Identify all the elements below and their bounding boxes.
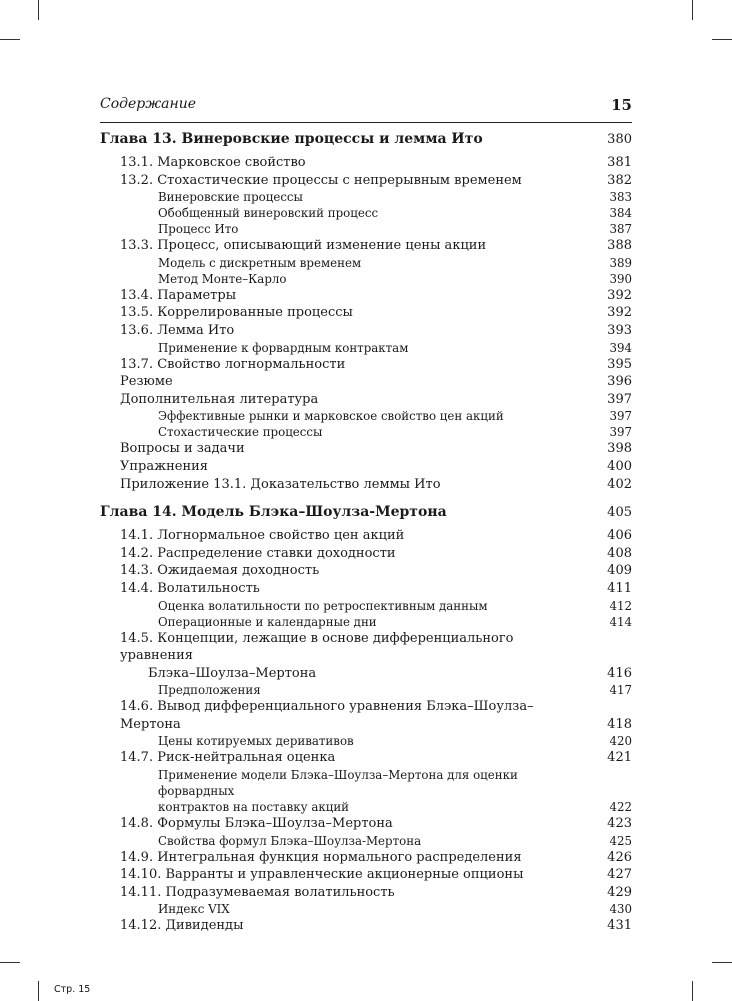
toc-entry-title: 14.10. Варранты и управленческие акционерные опционы bbox=[120, 867, 524, 883]
toc-entry-page: 392 bbox=[607, 305, 632, 321]
toc-entry-page: 390 bbox=[609, 271, 632, 286]
toc-entry-page: 383 bbox=[609, 190, 632, 205]
toc-subsection-entry bbox=[100, 767, 632, 799]
toc-entry-page: 418 bbox=[607, 716, 632, 732]
toc-entry-title: 14.8. Формулы Блэка–Шоулза–Мертона bbox=[120, 816, 393, 832]
toc-entry-page: 431 bbox=[607, 918, 632, 934]
toc-section-entry bbox=[100, 391, 632, 409]
toc-subsection-entry bbox=[100, 255, 632, 271]
toc-entry-page: 422 bbox=[609, 800, 632, 815]
toc-entry-title: 14.7. Риск-нейтральная оценка bbox=[120, 750, 336, 766]
toc-entry-page: 430 bbox=[609, 902, 632, 917]
header-rule bbox=[100, 122, 632, 123]
toc-entry-title: 14.5. Концепции, лежащие в основе дифференциального уравнения bbox=[120, 630, 514, 664]
toc-entry-page: 381 bbox=[607, 155, 632, 170]
toc-entry-title: Модель с дискретным временем bbox=[158, 255, 362, 270]
toc-entry-title: 14.2. Распределение ставки доходности bbox=[120, 545, 396, 561]
toc-entry-page: 406 bbox=[607, 528, 632, 544]
toc-section-entry bbox=[100, 580, 632, 598]
toc-subsection-entry bbox=[100, 271, 632, 287]
toc-section-entry bbox=[100, 866, 632, 884]
crop-mark-bottom-left-horizontal bbox=[0, 962, 20, 963]
toc-entry-title: Глава 14. Модель Блэка–Шоулза-Мертона bbox=[100, 504, 447, 521]
footer-page-label: Стр. 15 bbox=[54, 984, 91, 995]
toc-entry-title: 13.7. Свойство логнормальности bbox=[120, 356, 346, 372]
toc-entry-page: 402 bbox=[607, 476, 632, 492]
crop-mark-top-right-horizontal bbox=[712, 39, 732, 40]
toc-entry-title: Винеровские процессы bbox=[158, 190, 303, 205]
toc-entry-title: Применение к форвардным контрактам bbox=[158, 340, 409, 355]
toc-entry-title: Обобщенный винеровский процесс bbox=[158, 206, 379, 221]
toc-section-entry bbox=[100, 884, 632, 902]
toc-entry-title: Процесс Ито bbox=[158, 222, 239, 237]
toc-entry-page: 412 bbox=[609, 598, 632, 613]
toc-entry-page: 408 bbox=[607, 545, 632, 561]
toc-entry-title: Эффективные рынки и марковское свойство цен акций bbox=[158, 409, 504, 424]
toc-entry-title: Операционные и календарные дни bbox=[158, 614, 377, 629]
toc-subsection-entry bbox=[100, 340, 632, 356]
toc-entry-page: 397 bbox=[607, 391, 632, 407]
toc-section-entry bbox=[100, 440, 632, 458]
toc-entry-page: 411 bbox=[607, 580, 632, 596]
toc-entry-page: 429 bbox=[607, 884, 632, 900]
toc-entry-title: Свойства формул Блэка–Шоулза-Мертона bbox=[158, 833, 422, 848]
toc-entry-page: 394 bbox=[609, 340, 632, 355]
toc-entry-title: Блэка–Шоулза–Мертона bbox=[148, 665, 317, 681]
toc-entry-title: Применение модели Блэка–Шоулза–Мертона для оценки форвардных bbox=[158, 768, 518, 799]
toc-entry-title: Упражнения bbox=[120, 458, 208, 474]
toc-entry-page: 397 bbox=[609, 409, 632, 424]
crop-mark-bottom-right-horizontal bbox=[712, 962, 732, 963]
toc-entry-page: 420 bbox=[609, 734, 632, 749]
toc-entry-page: 389 bbox=[609, 255, 632, 270]
crop-mark-top-right-vertical bbox=[692, 0, 693, 20]
toc-chapter-entry bbox=[100, 503, 632, 522]
toc-entry-page: 396 bbox=[607, 374, 632, 390]
toc-entry-page: 400 bbox=[607, 458, 632, 474]
toc-entry-page: 414 bbox=[609, 614, 632, 629]
toc-subsection-entry bbox=[100, 408, 632, 424]
toc-entry-title: Оценка волатильности по ретроспективным данным bbox=[158, 598, 488, 613]
toc-chapter-entry bbox=[100, 130, 632, 149]
toc-section-entry bbox=[100, 917, 632, 935]
toc-subsection-entry bbox=[100, 799, 632, 815]
toc-entry-page: 423 bbox=[607, 816, 632, 832]
toc-entry-page: 395 bbox=[607, 356, 632, 372]
toc-section-entry bbox=[100, 545, 632, 563]
toc-subsection-entry bbox=[100, 205, 632, 221]
toc-subsection-entry bbox=[100, 733, 632, 749]
toc-entry-title: 14.1. Логнормальное свойство цен акций bbox=[120, 528, 405, 544]
toc-section-entry bbox=[100, 665, 632, 683]
toc-entry-page: 380 bbox=[607, 132, 632, 147]
toc-subsection-entry bbox=[100, 598, 632, 614]
toc-entry-page: 397 bbox=[609, 425, 632, 440]
toc-entry-page: 421 bbox=[607, 750, 632, 766]
toc-entry-page: 384 bbox=[609, 206, 632, 221]
toc-entry-title: Стохастические процессы bbox=[158, 425, 323, 440]
toc-section-entry bbox=[100, 476, 632, 494]
crop-mark-top-left-vertical bbox=[38, 0, 39, 20]
toc-entry-title: 13.4. Параметры bbox=[120, 287, 237, 303]
toc-entry-title: 13.6. Лемма Ито bbox=[120, 322, 235, 338]
toc-entry-page: 382 bbox=[607, 172, 632, 188]
toc-section-entry bbox=[100, 172, 632, 190]
toc-entry-title: Глава 13. Винеровские процессы и лемма Ито bbox=[100, 131, 483, 147]
toc-entry-title: Индекс VIX bbox=[158, 902, 230, 917]
toc-subsection-entry bbox=[100, 424, 632, 440]
toc-entry-page: 398 bbox=[607, 441, 632, 457]
table-of-contents bbox=[100, 130, 632, 935]
toc-section-entry bbox=[100, 698, 632, 733]
toc-entry-page: 388 bbox=[607, 238, 632, 254]
toc-section-entry bbox=[100, 373, 632, 391]
toc-subsection-entry bbox=[100, 614, 632, 630]
crop-mark-top-left-horizontal bbox=[0, 39, 20, 40]
toc-subsection-entry bbox=[100, 682, 632, 698]
toc-entry-title: Цены котируемых деривативов bbox=[158, 734, 354, 749]
toc-section-entry bbox=[100, 304, 632, 322]
header-page-number: 15 bbox=[611, 96, 632, 114]
toc-entry-title: Вопросы и задачи bbox=[120, 441, 245, 457]
running-header bbox=[100, 96, 632, 116]
toc-section-entry bbox=[100, 154, 632, 172]
toc-entry-title: 13.2. Стохастические процессы с непрерывным временем bbox=[120, 172, 522, 188]
toc-section-entry bbox=[100, 322, 632, 340]
running-title: Содержание bbox=[100, 96, 197, 112]
toc-section-entry bbox=[100, 630, 632, 665]
toc-entry-page: 393 bbox=[607, 322, 632, 338]
toc-entry-title: 14.12. Дивиденды bbox=[120, 918, 244, 934]
toc-section-entry bbox=[100, 287, 632, 305]
toc-entry-title: Приложение 13.1. Доказательство леммы Ито bbox=[120, 476, 441, 492]
toc-entry-title: 13.5. Коррелированные процессы bbox=[120, 305, 353, 321]
toc-section-entry bbox=[100, 562, 632, 580]
crop-mark-bottom-right-vertical bbox=[692, 981, 693, 1001]
toc-entry-title: контрактов на поставку акций bbox=[158, 800, 350, 815]
toc-entry-page: 387 bbox=[609, 222, 632, 237]
crop-mark-bottom-left-vertical bbox=[38, 981, 39, 1001]
toc-entry-page: 417 bbox=[609, 683, 632, 698]
toc-subsection-entry bbox=[100, 189, 632, 205]
toc-entry-title: 14.3. Ожидаемая доходность bbox=[120, 563, 320, 579]
toc-section-entry bbox=[100, 458, 632, 476]
toc-entry-title: Метод Монте–Карло bbox=[158, 271, 287, 286]
toc-section-entry bbox=[100, 237, 632, 255]
toc-entry-page: 405 bbox=[607, 505, 632, 521]
toc-entry-page: 425 bbox=[609, 833, 632, 848]
toc-entry-title: 14.9. Интегральная функция нормального распределения bbox=[120, 849, 522, 865]
toc-entry-title: Резюме bbox=[120, 374, 173, 390]
toc-section-entry bbox=[100, 815, 632, 833]
toc-entry-title: 13.3. Процесс, описывающий изменение цены акции bbox=[120, 238, 487, 254]
toc-subsection-entry bbox=[100, 221, 632, 237]
toc-section-entry bbox=[100, 527, 632, 545]
toc-entry-title: Предположения bbox=[158, 683, 261, 698]
toc-subsection-entry bbox=[100, 901, 632, 917]
toc-entry-page: 416 bbox=[607, 665, 632, 681]
toc-entry-title: 14.4. Волатильность bbox=[120, 580, 260, 596]
toc-entry-page: 392 bbox=[607, 287, 632, 303]
toc-entry-title: 13.1. Марковское свойство bbox=[120, 155, 306, 170]
toc-entry-page: 426 bbox=[607, 849, 632, 865]
toc-entry-title: Дополнительная литература bbox=[120, 391, 319, 407]
toc-entry-page: 427 bbox=[607, 867, 632, 883]
toc-section-entry bbox=[100, 849, 632, 867]
toc-entry-title: 14.11. Подразумеваемая волатильность bbox=[120, 884, 395, 900]
toc-entry-title: 14.6. Вывод дифференциального уравнения Блэка–Шоулза–Мертона bbox=[120, 699, 534, 732]
toc-section-entry bbox=[100, 356, 632, 374]
toc-entry-page: 409 bbox=[607, 563, 632, 579]
toc-subsection-entry bbox=[100, 833, 632, 849]
toc-section-entry bbox=[100, 749, 632, 767]
